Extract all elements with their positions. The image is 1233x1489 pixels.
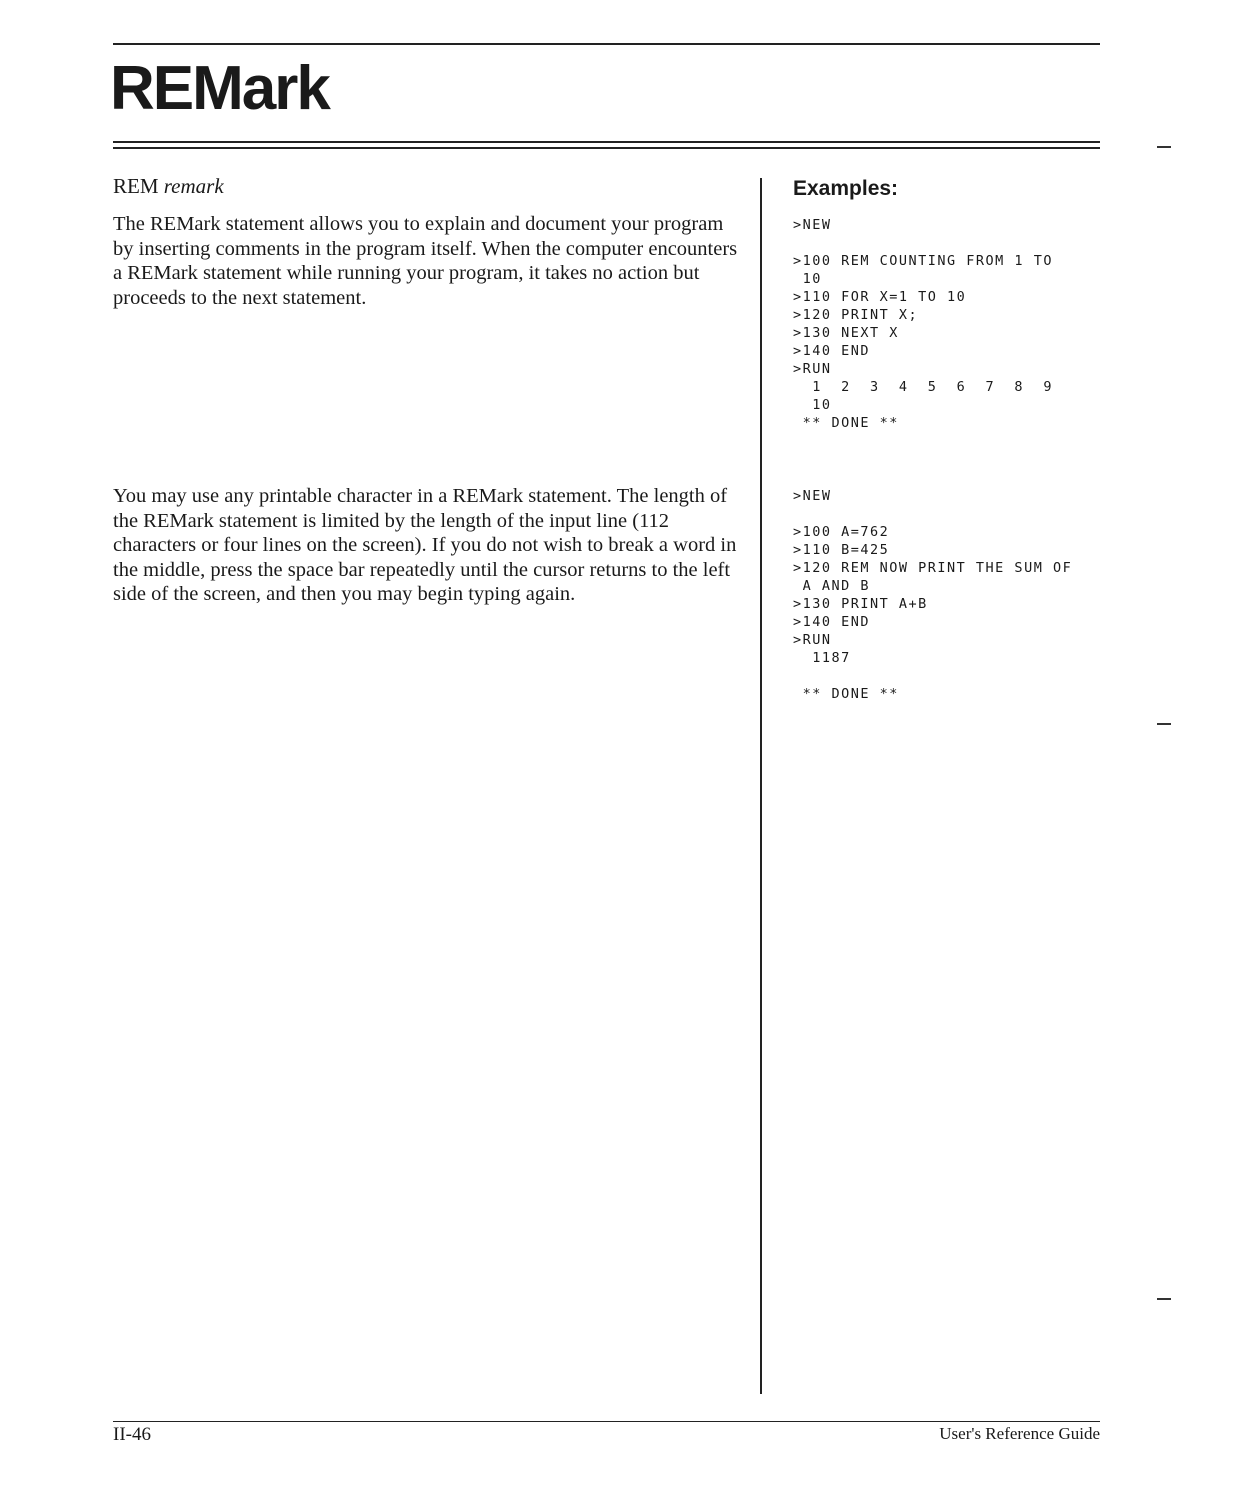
character-limit-paragraph: You may use any printable character in a REMark statement. The length of the REMark statement is limited by the length of the input line (112 characters or four lines on the screen). If you do not wish to break a word in the middle, press the space bar repeatedly until the cursor returns to the left side of the screen, and then you may begin typing again.	[113, 485, 737, 605]
code-line: 1187	[793, 650, 851, 666]
page-number: II-46	[113, 1424, 151, 1445]
code-line: >RUN	[793, 361, 832, 377]
code-line: >130 NEXT X	[793, 325, 899, 341]
code-line: >RUN	[793, 632, 832, 648]
margin-mark	[1157, 1298, 1171, 1300]
code-line: >100 REM COUNTING FROM 1 TO	[793, 253, 1053, 269]
description-paragraph: The REMark statement allows you to explain and document your program by inserting comments in the program itself. When the computer encounters a REMark statement while running your program, it takes no action but proceeds to the next statement.	[113, 213, 738, 309]
guide-title: User's Reference Guide	[939, 1424, 1100, 1443]
code-line: >140 END	[793, 614, 871, 630]
column-divider	[760, 178, 762, 1394]
footer-rule	[113, 1421, 1100, 1422]
code-line	[793, 667, 1072, 685]
code-line: A AND B	[793, 578, 871, 594]
code-line: ** DONE **	[793, 686, 899, 702]
code-line: ** DONE **	[793, 415, 899, 431]
code-example-2	[793, 487, 1072, 703]
code-line: >110 FOR X=1 TO 10	[793, 289, 967, 305]
code-line: >130 PRINT A+B	[793, 596, 928, 612]
margin-mark	[1157, 723, 1171, 725]
code-line: >100 A=762	[793, 524, 890, 540]
title-rule-secondary	[113, 147, 1100, 149]
code-line: >NEW	[793, 488, 832, 504]
title-rule	[113, 141, 1100, 143]
margin-mark	[1157, 146, 1171, 148]
code-line: >120 REM NOW PRINT THE SUM OF	[793, 560, 1073, 576]
code-line: 10	[793, 397, 832, 413]
code-line: 1 2 3 4 5 6 7 8 9	[793, 379, 1053, 395]
examples-heading: Examples:	[793, 177, 899, 200]
code-line: >120 PRINT X;	[793, 307, 919, 323]
code-line: >140 END	[793, 343, 871, 359]
code-example-1	[793, 216, 1053, 432]
syntax-keyword: REM	[113, 174, 159, 198]
code-line: 10	[793, 271, 822, 287]
code-line	[793, 234, 1053, 252]
page-title: REMark	[110, 54, 329, 123]
syntax-line	[113, 174, 224, 199]
top-rule	[113, 43, 1100, 45]
syntax-parameter: remark	[163, 174, 224, 198]
code-line: >NEW	[793, 217, 832, 233]
code-line	[793, 505, 1072, 523]
code-line: >110 B=425	[793, 542, 890, 558]
